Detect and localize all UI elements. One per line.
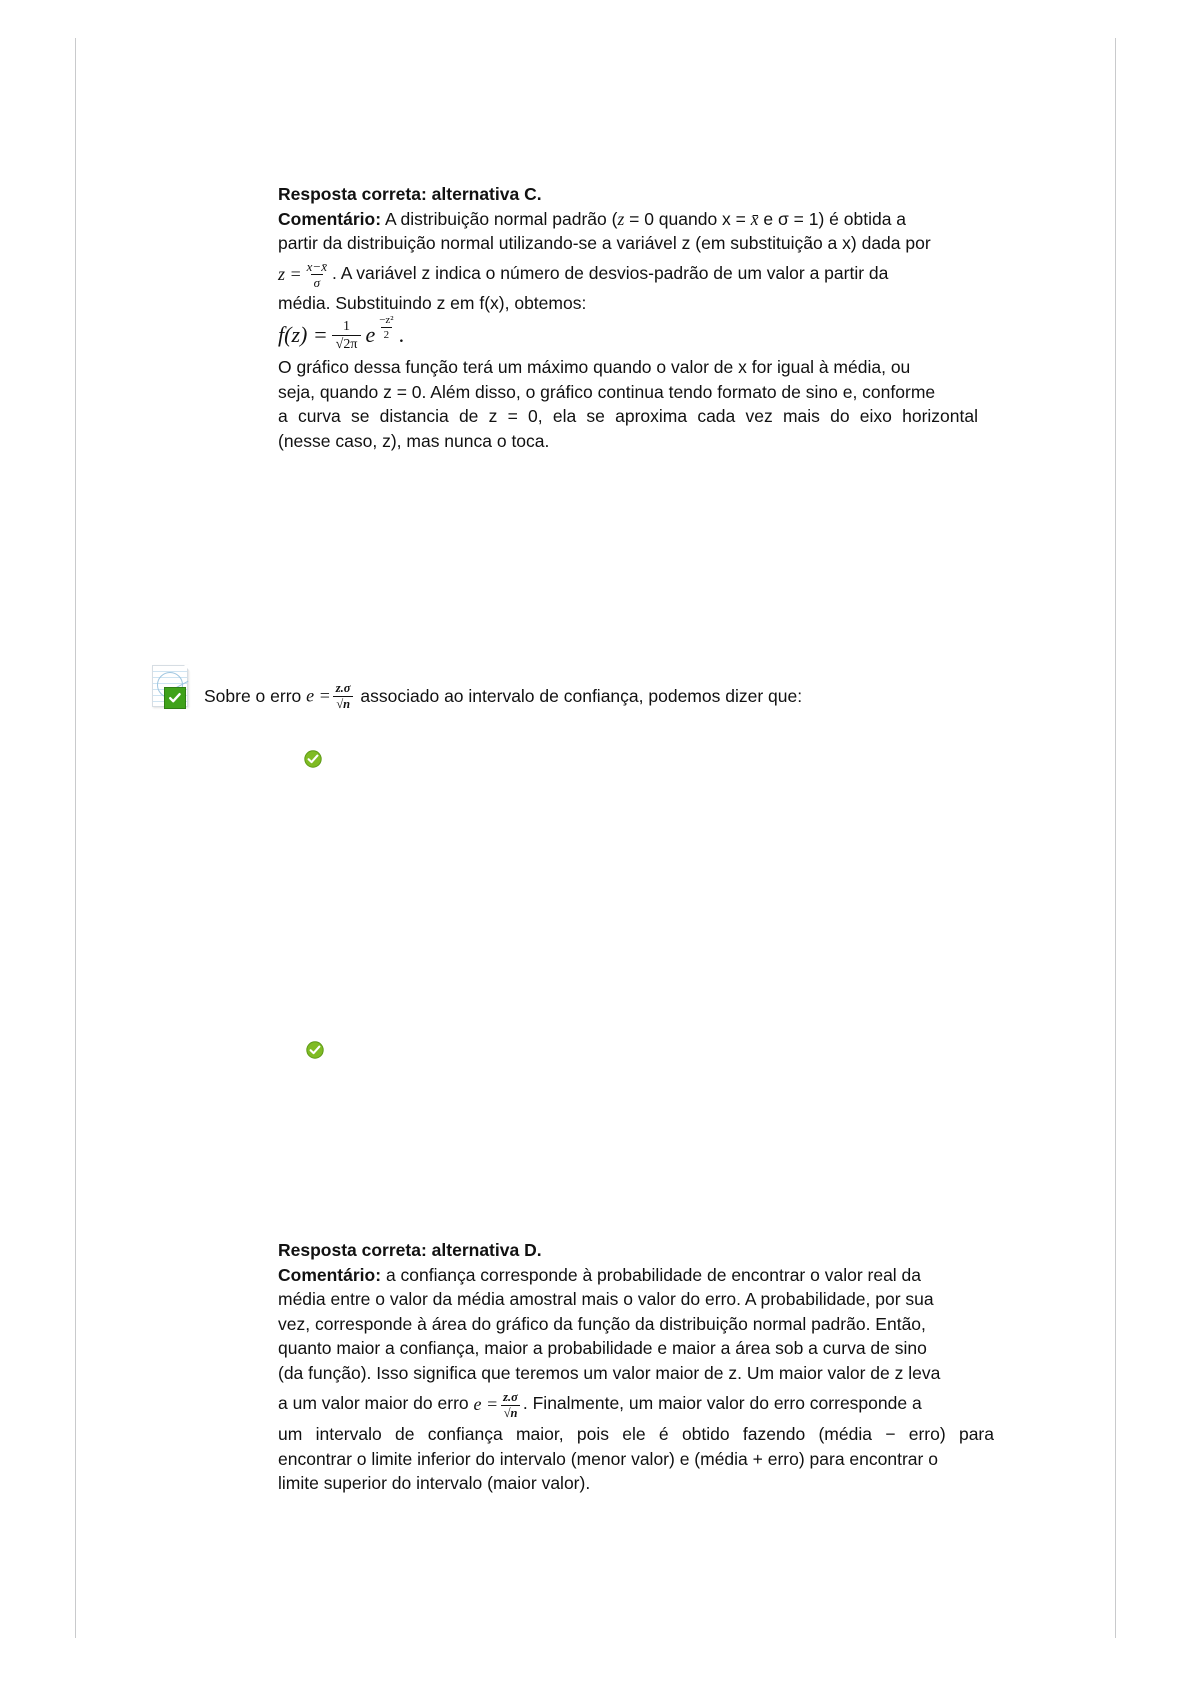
answer-c-para-line-1-text: O gráfico dessa função terá um máximo quando o valor de x for igual à média, ou <box>278 357 911 378</box>
inline-var-z: z <box>617 208 625 229</box>
answer-c-para-line-2-text: seja, quando z = 0. Além disso, o gráfico continua tendo formato de sino e, conforme <box>278 381 936 402</box>
fraction-numerator: x−x̄ <box>306 259 327 275</box>
fraction-numerator: z.σ <box>335 681 351 695</box>
answer-d-heading: Resposta correta: alternativa D. <box>278 1240 542 1260</box>
answer-c-line-3 <box>278 256 978 291</box>
equation-error-definition <box>306 683 355 712</box>
selected-answer-check-2-icon[interactable] <box>306 1041 324 1059</box>
fraction-numerator: 1 <box>343 318 351 334</box>
answer-d-frac-prefix: a um valor maior do erro <box>278 1393 469 1413</box>
answer-d-frac-suffix: . Finalmente, um maior valor do erro corresponde a <box>522 1393 922 1413</box>
document-check-icon <box>150 665 194 709</box>
eq-euler-e: e <box>365 322 376 348</box>
document-icon-fold <box>184 665 194 675</box>
comment-label-d: Comentário: <box>278 1264 382 1285</box>
question-text-before: Sobre o erro <box>204 686 302 707</box>
answer-c-para-line-2 <box>278 380 978 405</box>
fraction-one-over-sqrt-2pi <box>332 319 362 352</box>
exponent-denominator: 2 <box>381 327 393 341</box>
answer-d-closing-line-2: encontrar o limite inferior do intervalo (menor valor) e (média + erro) para encontrar o <box>278 1448 938 1469</box>
answer-d-line-2: média entre o valor da média amostral mais o valor do erro. A probabilidade, por sua <box>278 1289 934 1309</box>
fraction-denominator: √n <box>333 696 353 711</box>
answer-c-line-1-post: e σ = 1) é obtida a <box>758 208 907 229</box>
fraction-numerator: z.σ <box>503 1389 518 1404</box>
fraction-denominator: σ <box>311 274 323 289</box>
question-text <box>204 663 802 712</box>
exponent-minus-z-squared-over-2 <box>376 314 396 341</box>
equation-error-definition-2 <box>474 1386 523 1422</box>
exponent-numerator: −z² <box>379 313 394 326</box>
answer-d-line-4: quanto maior a confiança, maior a probabilidade e maior a área sob a curva de sino <box>278 1338 927 1358</box>
answer-c-para-line-4: (nesse caso, z), mas nunca o toca. <box>278 430 550 451</box>
answer-c-line-1-mid: = 0 quando x = <box>624 208 751 229</box>
answer-d-closing-line-3: limite superior do intervalo (maior valor). <box>278 1473 591 1494</box>
comment-label-c: Comentário: <box>278 208 382 229</box>
answer-c-heading: Resposta correta: alternativa C. <box>278 184 542 204</box>
answer-block-d <box>278 1238 994 1496</box>
answer-c-line-1-text: A distribuição normal padrão ( <box>384 208 618 229</box>
answer-d-frac-line <box>278 1385 994 1422</box>
fraction-denominator: √n <box>501 1405 521 1420</box>
fraction-denominator: √2π <box>332 335 362 352</box>
answer-c-line-3-suffix: . A variável z indica o número de desvios-padrão de um valor a partir da <box>331 262 889 283</box>
answer-c-line-2: partir da distribuição normal utilizando-se a variável z (em substituição a x) dada por <box>278 233 931 253</box>
answer-d-line-3: vez, corresponde à área do gráfico da função da distribuição normal padrão. Então, <box>278 1313 926 1334</box>
eq-trailing-period: . <box>398 322 405 348</box>
fraction-z-sigma-over-sqrt-n <box>333 682 354 711</box>
answer-c-para-line-1 <box>278 355 978 380</box>
question-row <box>150 663 802 712</box>
answer-block-c <box>278 182 978 453</box>
answer-d-line-1-text: a confiança corresponde à probabilidade de encontrar o valor real da <box>385 1264 922 1285</box>
page-right-rule <box>1115 38 1116 1638</box>
answer-c-line-1 <box>278 207 978 232</box>
inline-xbar: x̄ <box>750 208 759 229</box>
equation-fz-display <box>278 315 978 355</box>
page-left-rule <box>75 38 76 1638</box>
eq-fz-lhs: f(z) = <box>278 322 328 348</box>
answer-c-para-line-3: a curva se distancia de z = 0, ela se aproxima cada vez mais do eixo horizontal <box>278 406 978 427</box>
answer-d-closing-line-1: um intervalo de confiança maior, pois ele é obtido fazendo (média − erro) para <box>278 1424 994 1445</box>
green-check-badge-icon <box>164 687 186 709</box>
answer-d-line-5: (da função). Isso significa que teremos um valor maior de z. Um maior valor de z leva <box>278 1362 941 1383</box>
eq-error-lhs: e = <box>306 685 331 706</box>
answer-c-line-4: média. Substituindo z em f(x), obtemos: <box>278 292 587 313</box>
fraction-z-sigma-over-sqrt-n-2 <box>500 1391 521 1420</box>
eq-z-lhs: z = <box>278 263 302 284</box>
equation-z-definition <box>278 257 332 291</box>
question-text-after: associado ao intervalo de confiança, podemos dizer que: <box>360 686 803 707</box>
eq-error-lhs-2: e = <box>473 1394 499 1415</box>
selected-answer-check-1-icon[interactable] <box>304 750 322 768</box>
fraction-x-minus-xbar-over-sigma <box>304 260 330 289</box>
answer-d-line-1 <box>278 1263 994 1288</box>
